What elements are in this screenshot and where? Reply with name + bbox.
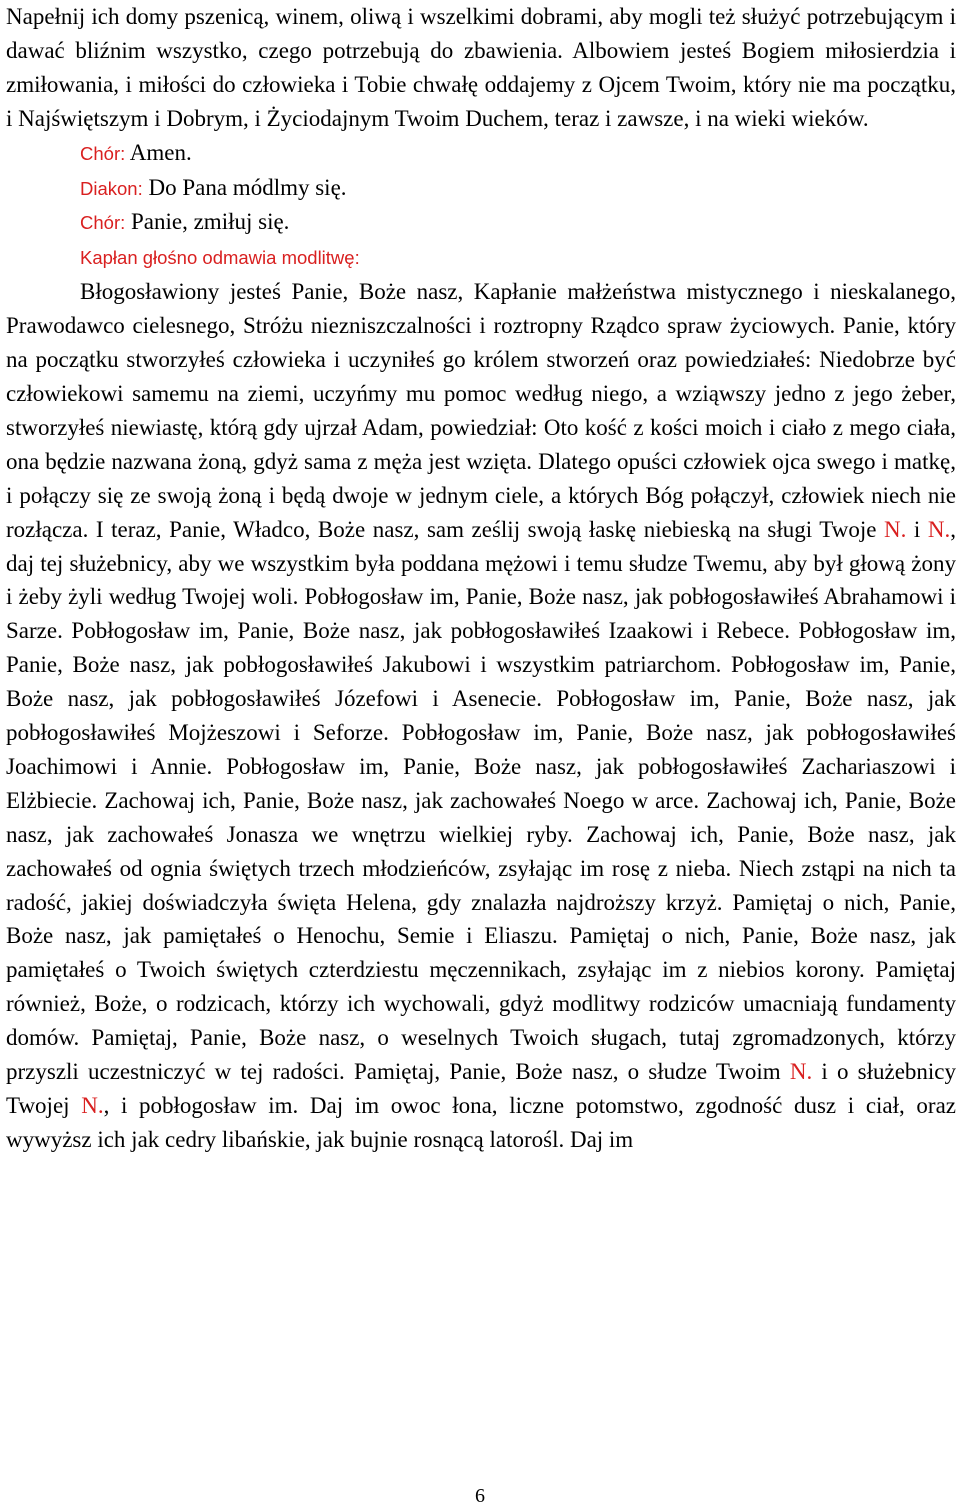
opening-paragraph: Napełnij ich domy pszenicą, winem, oliwą i wszelkimi dobrami, aby mogli też służyć potrzebującym i dawać bliźnim wszystko, czego potrzebują do zbawienia. Albowiem jesteś Bogiem miłosierdzia i zmiłowania, i miłości do człowieka i Tobie chwałę oddajemy z Ojcem Twoim, który nie ma początku, i Najświętszym i Dobrym, i Życiodajnym Twoim Duchem, teraz i zawsze, i na wieki wieków. [6,4,956,131]
name-placeholder: N. [789,1059,813,1085]
speaker-label: Chór: [80,142,126,164]
prayer-text: i [906,516,928,542]
name-placeholder: N. [883,516,907,542]
prayer-text: , daj tej służebnicy, aby we wszystkim była poddana mężowi i temu słudze Twemu, aby był głową żony i żeby żyli według Twojej woli. Pobłogosław im, Panie, Boże nasz, jak pobłogosławiłeś Abrahamowi i Sarze. Pobłogosław im, Panie, Boże nasz, jak pobłogosławiłeś Izaakowi i Rebece. Pobłogosław im, Panie, Boże nasz, jak pobłogosławiłeś Jakubowi i wszystkim patriarchom. Pobłogosław im, Panie, Boże nasz, jak pobłogosławiłeś Józefowi i Asenecie. Pobłogosław im, Panie, Boże nasz, jak pobłogosławiłeś Mojżeszowi i Seforze. Pobłogosław im, Panie, Boże nasz, jak pobłogosławiłeś Joachimowi i Annie. Pobłogosław im, Panie, Boże nasz, jak pobłogosławiłeś Zachariaszowi i Elżbiecie. Zachowaj ich, Panie, Boże nasz, jak zachowałeś Noego w arce. Zachowaj ich, Panie, Boże nasz, jak zachowałeś Jonasza we wnętrzu wielkiej ryby. Zachowaj ich, Panie, Boże nasz, jak zachowałeś od ognia świętych trzech młodzieńców, zsyłając im rosę z nieba. Niech zstąpi na nich ta radość, jakiej doświadczyła święta Helena, gdy znalazła najdroższy krzyż. Pamiętaj o nich, Panie, Boże nasz, jak pamiętałeś o Henochu, Semie i Eliaszu. Pamiętaj o nich, Panie, Boże nasz, jak pamiętałeś o Twoich świętych czterdziestu męczennikach, zsyłając im z niebios korony. Pamiętaj również, Boże, o rodzicach, którzy ich wychowali, gdyż modlitwy rodziców umacniają fundamenty domów. Pamiętaj, Panie, Boże nasz, o weselnych Twoich sługach, tutaj zgromadzonych, którzy przyszli uczestniczyć w tej radości. Pamiętaj, Panie, Boże nasz, o słudze Twoim [6,516,956,1085]
rubric-instruction: Kapłan głośno odmawia modlitwę: [80,247,360,269]
document-page [6,0,956,1157]
speaker-label: Diakon: [80,177,143,199]
prayer-text: Błogosławiony jesteś Panie, Boże nasz, Kapłanie małżeństwa mistycznego i nieskalanego, Prawodawco cielesnego, Stróżu niezniszczalności i roztropny Rządco spraw życiowych. Panie, który na początku stworzyłeś człowieka i uczyniłeś go królem stworzeń oraz powiedziałeś: Niedobrze być człowiekowi samemu na ziemi, uczyńmy mu pomoc według niego, a wziąwszy jedno z jego żeber, stworzyłeś niewiastę, którą gdy ujrzał Adam, powiedział: Oto kość z kości moich i ciało z mego ciała, ona będzie nazwana żoną, gdyż sama z męża jest wzięta. Dlatego opuści człowiek ojca swego i matkę, i połączy się ze swoją żoną i będą dwoje w jednym ciele, a których Bóg połączył, człowiek niech nie rozłącza. I teraz, Panie, Władco, Boże nasz, sam ześlij swoją łaskę niebieską na sługi Twoje [6,279,956,542]
response-text: Panie, zmiłuj się. [125,209,290,235]
response-line [6,136,956,171]
prayer-text: i o służebnicy Twojej [6,1059,957,1118]
prayer-text: , i pobłogosław im. Daj im owoc łona, liczne potomstwo, zgodność dusz i ciał, oraz wywyższ ich jak cedry libańskie, jak bujnie rosnącą latorośl. Daj im [6,1093,956,1152]
response-line [6,171,956,206]
page-number: 6 [475,1485,485,1507]
prayer-paragraph [6,275,956,1157]
name-placeholder: N. [927,516,951,542]
response-text: Amen. [125,139,192,165]
name-placeholder: N. [81,1093,104,1118]
speaker-label: Chór: [80,212,126,234]
response-text: Do Pana módlmy się. [142,174,347,200]
response-line [6,205,956,240]
